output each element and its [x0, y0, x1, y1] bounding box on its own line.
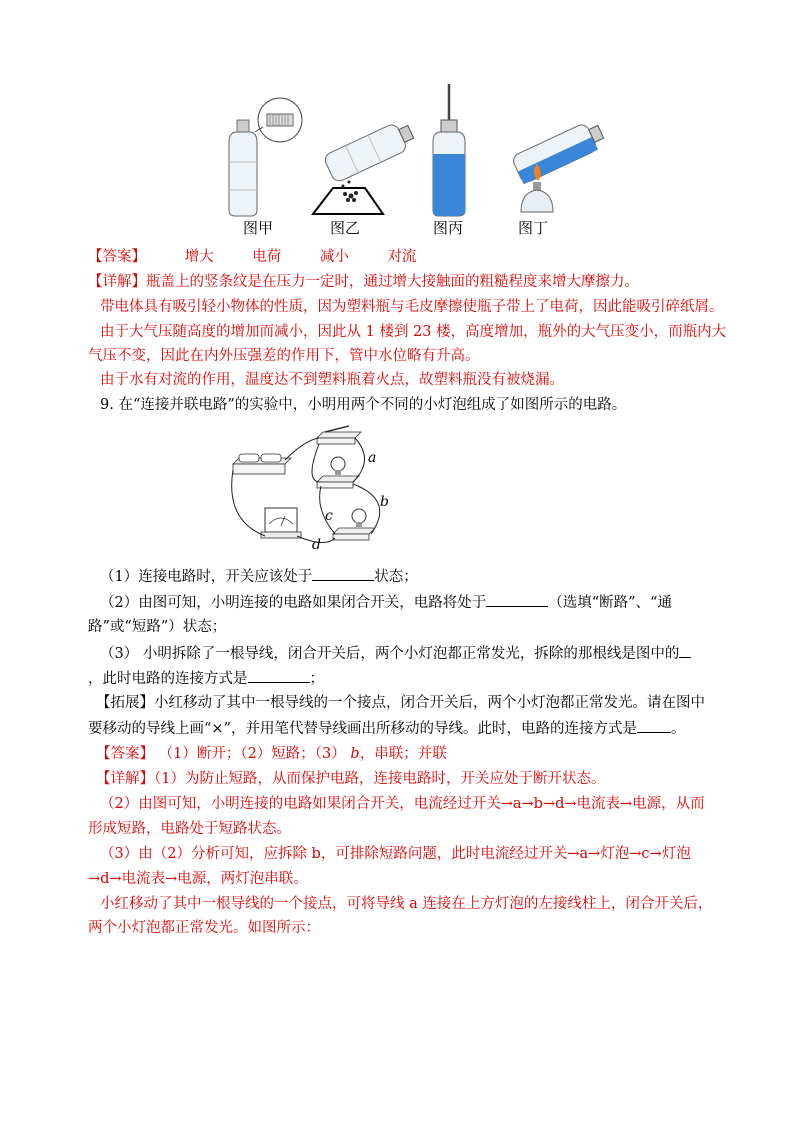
q9-part2-text: （2）由图可知，小明连接的电路如果闭合开关，电路将处于: [100, 595, 487, 611]
q8-answer-line: [88, 247, 728, 267]
q9-part1-tail: 状态；: [374, 569, 418, 585]
q9-part2-tail: （选填“断路”、“通: [548, 595, 672, 611]
battery-box: [233, 454, 291, 474]
figure1-label-yi: 图乙: [330, 219, 361, 237]
q9-part3-blank1: [679, 643, 691, 658]
q8-detail-line2: 带电体具有吸引轻小物体的性质，因为塑料瓶与毛皮摩擦使瓶子带上了电荷，因此能吸引碎纸屑。: [100, 299, 724, 315]
q9-part3-text: （3） 小明拆除了一根导线，闭合开关后，两个小灯泡都正常发光，拆除的那根线是图中的: [100, 646, 680, 662]
q9-extension-line1: [96, 693, 736, 713]
q9-detail-line1: [96, 769, 736, 789]
q9-detail-line3: 形成短路，电路处于短路状态。: [88, 821, 291, 837]
q9-answer-tail: ，串联；并联: [359, 746, 447, 762]
q9-detail-line4: （3）由（2）分析可知，应拆除 b，可排除短路问题，此时电流经过开关→a→灯泡→c→灯泡: [100, 846, 691, 862]
q9-detail-line7: 两个小灯泡都正常发光。如图所示：: [88, 920, 320, 936]
q9-answer-b: b: [350, 746, 360, 762]
q8-answer-2: 电荷: [252, 249, 282, 265]
q9-extension-text1: 小红移动了其中一根导线的一个接点，闭合开关后，两个小灯泡都正常发光。请在图中: [154, 695, 705, 711]
figure1-label-ding: 图丁: [518, 219, 549, 237]
q9-detail-text1: （1）为防止短路，从而保护电路，连接电路时，开关应处于断开状态。: [154, 771, 606, 787]
q9-part3-blank2: [248, 668, 310, 683]
q9-extension-line2: [88, 718, 728, 739]
q9-detail-line2: （2）由图可知，小明连接的电路如果闭合开关，电流经过开关→a→b→d→电流表→电源，从而: [100, 796, 705, 812]
wire-label-a: a: [368, 450, 377, 466]
q9-part1-blank: [312, 566, 374, 581]
bottle-bing: [433, 84, 465, 216]
switch: [317, 426, 361, 444]
circuit-illustration: [225, 420, 400, 552]
q9-extension-blank: [637, 718, 671, 733]
q9-answer-tag: 【答案】: [96, 746, 154, 762]
q9-detail-tag: 【详解】: [96, 771, 154, 787]
wire-label-b: b: [380, 494, 389, 510]
q9-part1: [100, 566, 740, 587]
q9-extension-tail: 。: [670, 721, 686, 737]
q8-detail-text1: 瓶盖上的竖条纹是在压力一定时，通过增大接触面的粗糙程度来增大摩擦力。: [146, 274, 639, 290]
q9-answer-text: （1）断开；（2）短路；（3）: [158, 746, 346, 762]
q8-detail-line5: 由于水有对流的作用，温度达不到塑料瓶着火点，故塑料瓶没有被烧漏。: [100, 372, 564, 388]
q8-answer-3: 减小: [319, 249, 349, 265]
lamp-top: [317, 457, 359, 488]
q9-part3-line2: [88, 668, 728, 689]
q8-answer-tag: 【答案】: [88, 249, 146, 265]
bottle-ding: [511, 118, 607, 212]
q8-answer-1: 增大: [184, 249, 214, 265]
wire-label-d: d: [312, 537, 321, 553]
q8-detail-line1: [88, 272, 728, 292]
wire-label-c: c: [325, 508, 333, 524]
q9-stem: 9. 在“连接并联电路”的实验中，小明用两个不同的小灯泡组成了如图所示的电路。: [100, 397, 627, 413]
q9-detail-line5: →d→电流表→电源，两灯泡串联。: [88, 871, 308, 887]
ammeter: [261, 508, 301, 538]
q8-detail-tag: 【详解】: [88, 274, 146, 290]
bottle-yi: [313, 118, 417, 214]
q9-part3-line2-text: ，此时电路的连接方式是: [88, 671, 248, 687]
q9-part3-line2-tail: ；: [309, 671, 324, 687]
circuit-figure: [225, 420, 400, 552]
q8-detail-line3: 由于大气压随高度的增加而减小，因此从 1 楼到 23 楼，高度增加，瓶外的大气压变小，而瓶内大: [100, 324, 727, 340]
q9-part2-line2: 路”或“短路”）状态；: [88, 619, 227, 635]
q8-detail-line4: 气压不变，因此在内外压强差的作用下，管中水位略有升高。: [88, 348, 480, 364]
bottle-jia: [229, 98, 302, 216]
q9-part2: [100, 592, 740, 613]
q9-part1-text: （1）连接电路时，开关应该处于: [100, 569, 313, 585]
figure1-label-bing: 图丙: [433, 219, 464, 237]
q9-answer-line: [96, 744, 736, 764]
q9-extension-text2: 要移动的导线上画“×”，并用笔代替导线画出所移动的导线。此时，电路的连接方式是: [88, 721, 637, 737]
q9-detail-line6: 小红移动了其中一根导线的一个接点，可将导线 a 连接在上方灯泡的左接线柱上，闭合开关后，: [100, 896, 713, 912]
figure1-label-jia: 图甲: [243, 219, 274, 237]
q8-answer-4: 对流: [387, 249, 417, 265]
q9-part3: [100, 643, 740, 664]
q9-extension-tag: 【拓展】: [96, 695, 154, 711]
q9-part2-blank: [486, 592, 548, 607]
